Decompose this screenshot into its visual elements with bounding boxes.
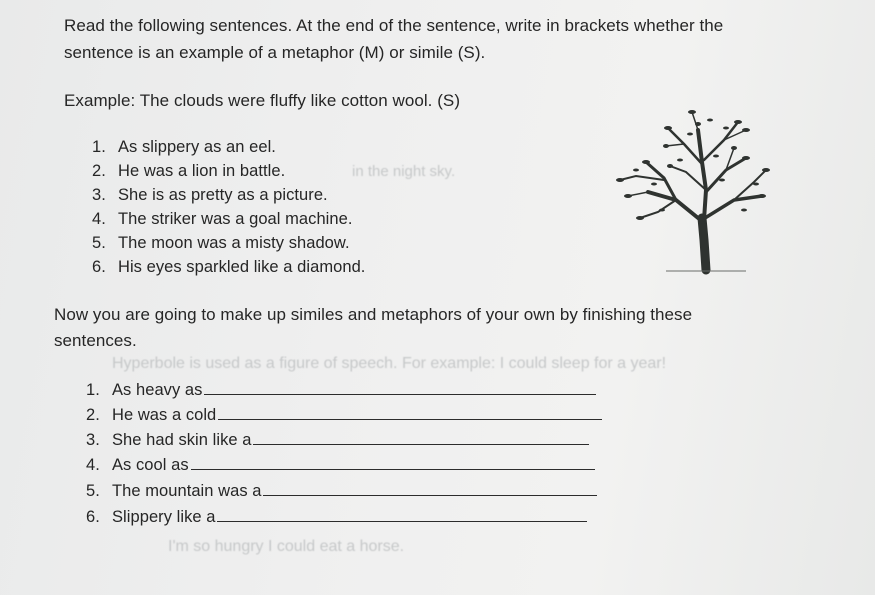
example-sentence: Example: The clouds were fluffy like cotton wool. (S) bbox=[64, 91, 461, 110]
answer-blank[interactable] bbox=[191, 455, 595, 470]
prompt-item bbox=[86, 455, 595, 475]
list-item bbox=[92, 234, 350, 253]
prompt-number: 5. bbox=[86, 482, 100, 500]
item-number: 2. bbox=[92, 162, 106, 180]
prompt-number: 2. bbox=[86, 406, 100, 424]
prompt-text: She had skin like a bbox=[112, 431, 252, 449]
task-line-1: Now you are going to make up similes and metaphors of your own by finishing these bbox=[54, 305, 693, 324]
prompt-number: 4. bbox=[86, 456, 100, 474]
list-item bbox=[92, 210, 352, 229]
instructions-line-1: Read the following sentences. At the end of the sentence, write in brackets whether the bbox=[64, 16, 724, 35]
item-text: He was a lion in battle. bbox=[118, 162, 286, 180]
prompt-text: Slippery like a bbox=[112, 508, 216, 526]
prompt-text: As cool as bbox=[112, 456, 189, 474]
prompt-number: 1. bbox=[86, 381, 100, 399]
show-through-text-3: I'm so hungry I could eat a horse. bbox=[168, 538, 405, 555]
item-number: 1. bbox=[92, 138, 106, 156]
prompt-text: The mountain was a bbox=[112, 482, 262, 500]
item-text: His eyes sparkled like a diamond. bbox=[118, 258, 366, 276]
prompt-item bbox=[86, 430, 589, 450]
prompt-number: 3. bbox=[86, 431, 100, 449]
item-number: 6. bbox=[92, 258, 106, 276]
task-line-2: sentences. bbox=[54, 331, 137, 350]
prompt-item bbox=[86, 481, 597, 501]
list-item bbox=[92, 138, 276, 157]
prompt-text: He was a cold bbox=[112, 406, 217, 424]
item-number: 5. bbox=[92, 234, 106, 252]
answer-blank[interactable] bbox=[204, 380, 596, 395]
prompt-item bbox=[86, 507, 587, 527]
show-through-text-1: in the night sky. bbox=[352, 163, 456, 180]
instructions-line-2: sentence is an example of a metaphor (M) or simile (S). bbox=[64, 43, 486, 62]
prompt-item bbox=[86, 405, 602, 425]
item-text: The striker was a goal machine. bbox=[118, 210, 353, 228]
answer-blank[interactable] bbox=[263, 481, 597, 496]
answer-blank[interactable] bbox=[253, 430, 589, 445]
show-through-text-2: Hyperbole is used as a figure of speech. For example: I could sleep for a year! bbox=[112, 355, 667, 372]
list-item bbox=[92, 258, 365, 277]
prompt-number: 6. bbox=[86, 508, 100, 526]
list-item bbox=[92, 162, 285, 181]
list-item bbox=[92, 186, 328, 205]
prompt-text: As heavy as bbox=[112, 381, 203, 399]
tree-icon bbox=[606, 100, 776, 275]
item-text: She is as pretty as a picture. bbox=[118, 186, 328, 204]
item-number: 4. bbox=[92, 210, 106, 228]
item-number: 3. bbox=[92, 186, 106, 204]
answer-blank[interactable] bbox=[218, 405, 602, 420]
item-text: As slippery as an eel. bbox=[118, 138, 276, 156]
item-text: The moon was a misty shadow. bbox=[118, 234, 350, 252]
answer-blank[interactable] bbox=[217, 507, 587, 522]
prompt-item bbox=[86, 380, 596, 400]
